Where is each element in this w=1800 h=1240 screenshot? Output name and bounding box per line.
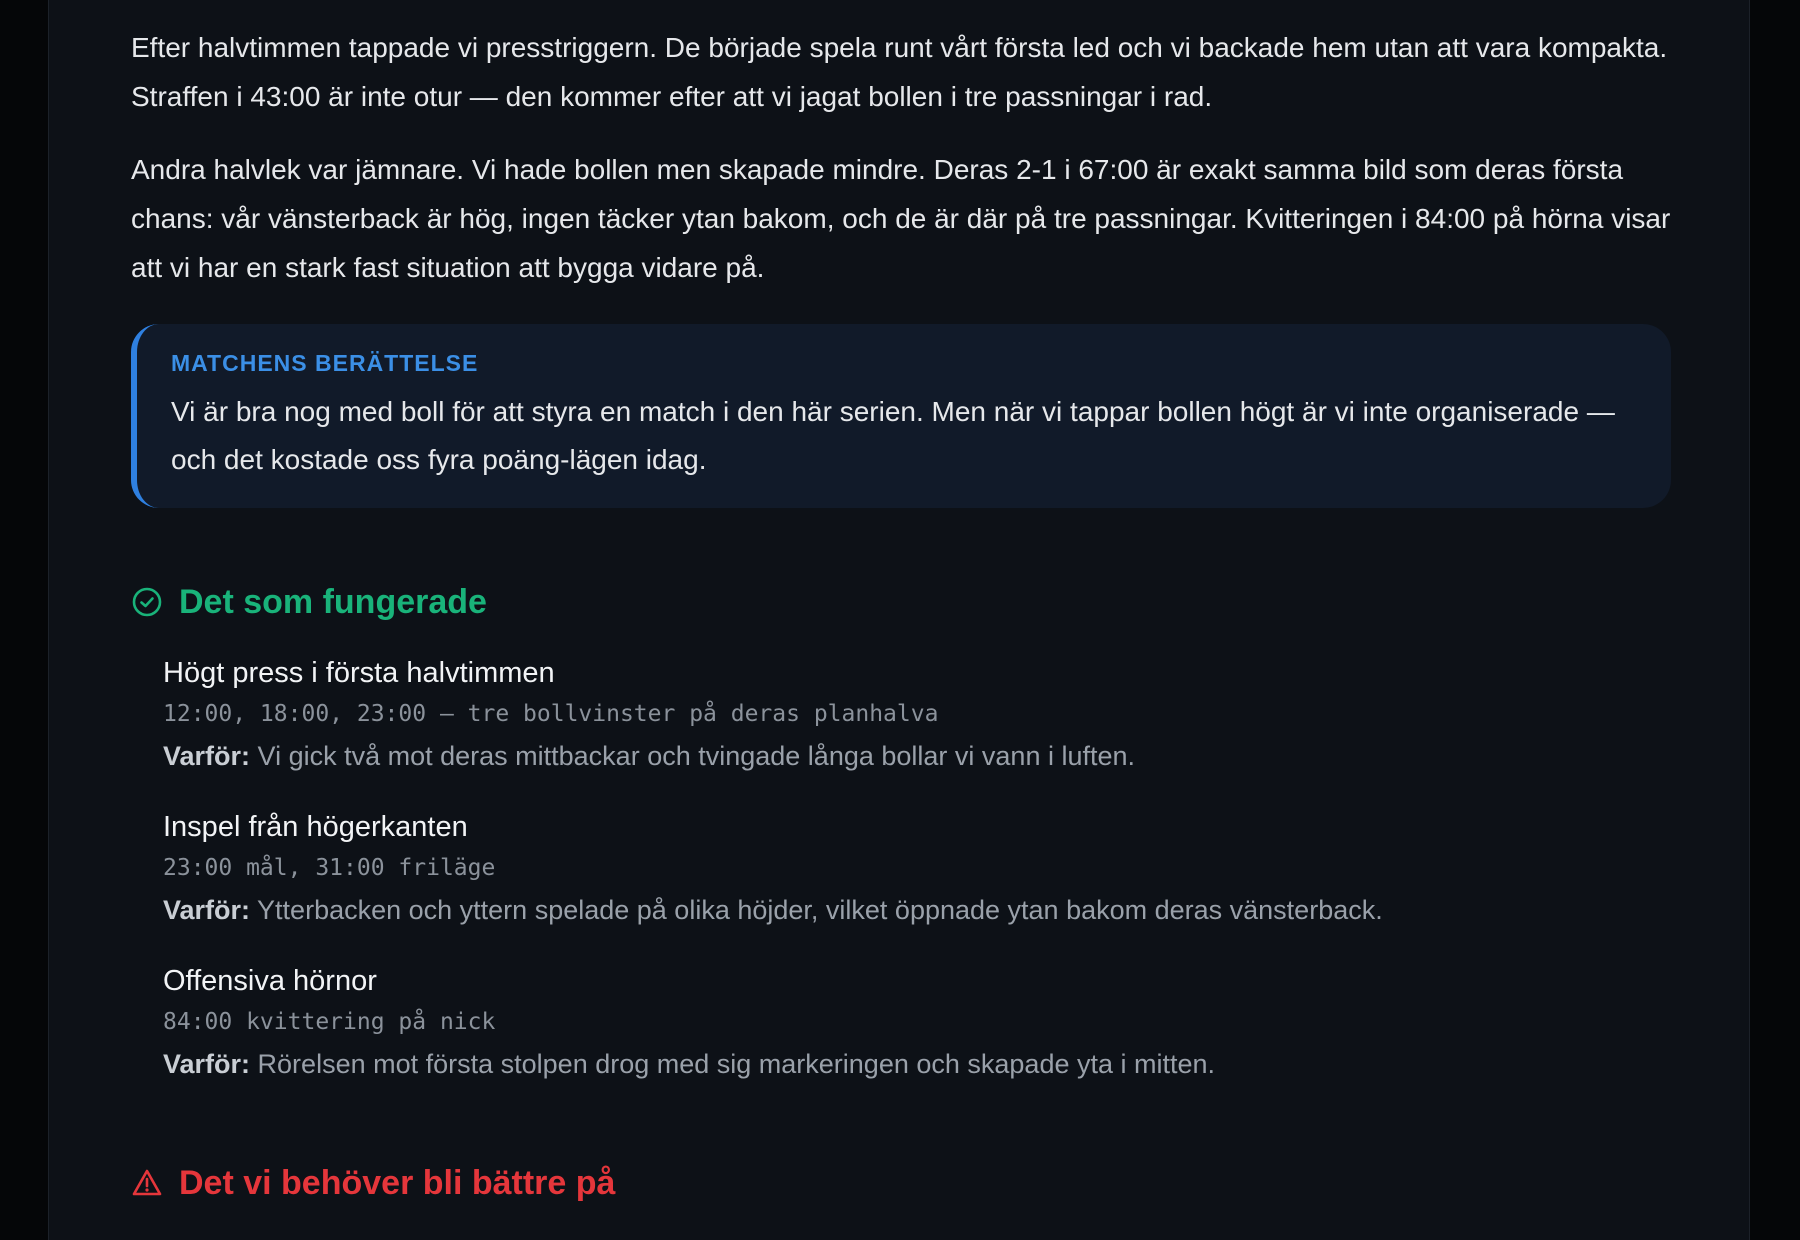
why-label: Varför: [163,895,251,925]
item-why [163,1049,1215,1080]
item-why [163,741,1135,772]
intro-paragraph-2: Andra halvlek var jämnare. Vi hade bollen men skapade mindre. Deras 2-1 i 67:00 är exakt samma bild som deras första chans: vår vänsterback är hög, ingen täcker ytan bakom, och de är där på tre passningar. Kvitteringen i 84:00 på hörna visar att vi har en stark fast situation att bygga vidare på. [131,154,1671,283]
warning-triangle-icon [131,1167,163,1199]
item-meta: 12:00, 18:00, 23:00 — tre bollvinster på deras planhalva [163,701,939,727]
item-title: Högt press i första halvtimmen [163,657,555,689]
item-why [163,895,1383,926]
callout-title: MATCHENS BERÄTTELSE [171,350,479,376]
match-story-callout [131,324,1671,508]
item-meta: 23:00 mål, 31:00 friläge [163,855,496,881]
intro-paragraph-1: Efter halvtimmen tappade vi presstriggern. De började spela runt vårt första led och vi backade hem utan att vara kompakta. Straffen i 43:00 är inte otur — den kommer efter att vi jagat bollen i tre passningar i rad. [131,32,1668,112]
item-title: Offensiva hörnor [163,965,377,997]
why-label: Varför: [163,741,251,771]
section-heading-worked-label: Det som fungerade [179,582,487,621]
section-heading-worked [131,580,487,624]
why-text: Rörelsen mot första stolpen drog med sig markeringen och skapade yta i mitten. [257,1049,1216,1079]
report-panel [48,0,1750,1240]
section-heading-improve-label: Det vi behöver bli bättre på [179,1163,616,1202]
section-heading-improve [131,1161,615,1205]
callout-text: Vi är bra nog med boll för att styra en match i den här serien. Men när vi tappar bollen högt är vi inte organiserade — och det kostade oss fyra poäng-lägen idag. [171,396,1615,475]
why-label: Varför: [163,1049,251,1079]
why-text: Vi gick två mot deras mittbackar och tvingade långa bollar vi vann i luften. [257,741,1136,771]
item-title: Inspel från högerkanten [163,811,468,843]
item-meta: 84:00 kvittering på nick [163,1009,496,1035]
check-circle-icon [131,586,163,618]
why-text: Ytterbacken och yttern spelade på olika höjder, vilket öppnade ytan bakom deras vänsterback. [257,895,1383,925]
